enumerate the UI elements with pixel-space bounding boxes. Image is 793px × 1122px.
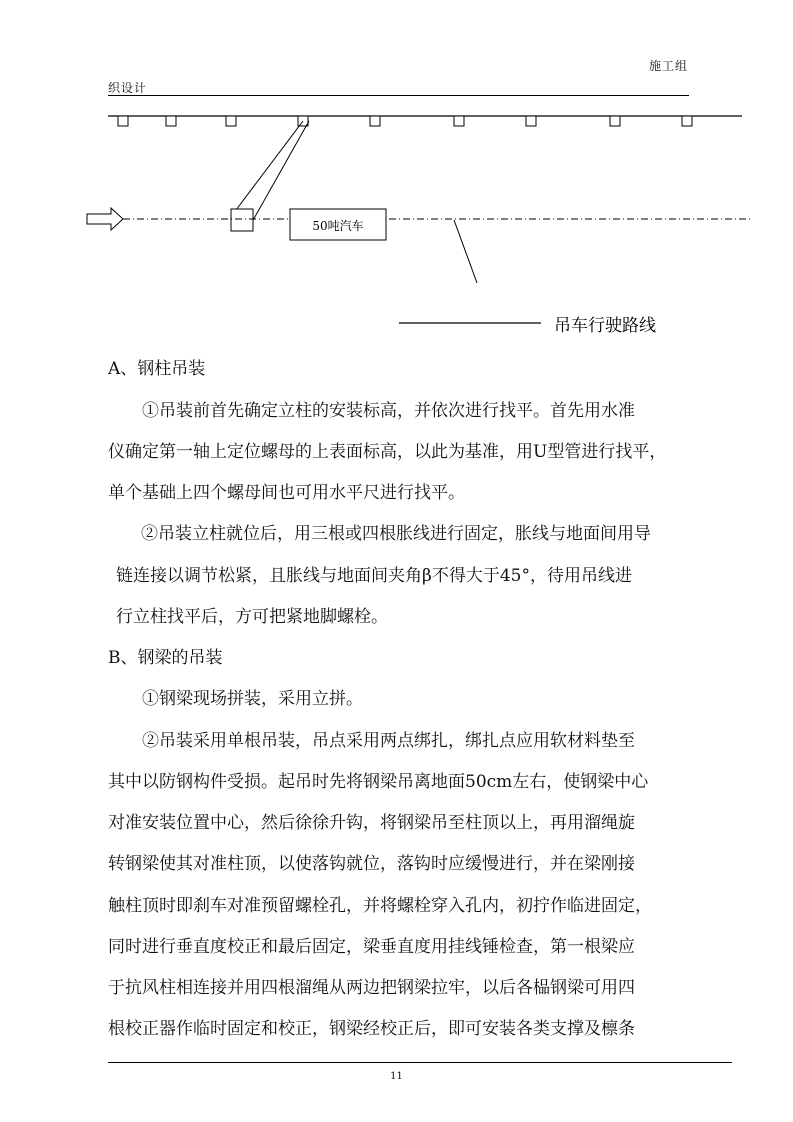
crane-boom-line	[252, 121, 309, 222]
direction-arrow-icon	[87, 208, 123, 230]
paragraph-line: 行立柱找平后，方可把紧地脚螺栓。	[116, 607, 388, 627]
paragraph-line: 根校正器作临时固定和校正，钢梁经校正后，即可安装各类支撑及檩条	[108, 1019, 635, 1039]
paragraph-line: 于抗风柱相连接并用四根溜绳从两边把钢梁拉牢，以后各榀钢梁可用四	[108, 978, 635, 998]
paragraph-line: ②吊装采用单根吊装，吊点采用两点绑扎，绑扎点应用软材料垫至	[142, 731, 635, 751]
paragraph-line: 链连接以调节松紧，且胀线与地面间夹角β不得大于45°，待用吊线进	[116, 566, 632, 586]
column-marker	[370, 116, 380, 126]
column-marker	[526, 116, 536, 126]
truck-label: 50吨汽车	[312, 219, 364, 233]
legend-label: 吊车行驶路线	[554, 316, 656, 336]
paragraph-line: 对准安装位置中心，然后徐徐升钩，将钢梁吊至柱顶以上，再用溜绳旋	[108, 813, 635, 833]
paragraph-line: ①吊装前首先确定立柱的安装标高，并依次进行找平。首先用水准	[142, 401, 635, 421]
paragraph-line: 触柱顶时即刹车对准预留螺栓孔，并将螺栓穿入孔内，初拧作临进固定，	[108, 896, 652, 916]
header-right-text: 施工组	[649, 59, 689, 73]
crane-boom-line	[236, 121, 303, 210]
column-marker	[166, 116, 176, 126]
column-marker	[226, 116, 236, 126]
leader-line	[454, 220, 477, 283]
paragraph-line: 其中以防钢构件受损。起吊时先将钢梁吊离地面50cm左右，使钢梁中心	[108, 772, 649, 792]
paragraph-line: 转钢梁使其对准柱顶，以使落钩就位，落钩时应缓慢进行，并在梁刚接	[108, 854, 635, 874]
paragraph-line: ①钢梁现场拼装，采用立拼。	[142, 689, 363, 709]
crane-route-diagram	[0, 105, 793, 345]
crane-box	[231, 209, 253, 231]
paragraph-line: 仪确定第一轴上定位螺母的上表面标高，以此为基准，用U型管进行找平，	[108, 442, 667, 462]
section-a-heading: A、钢柱吊装	[108, 359, 206, 379]
column-marker	[610, 116, 620, 126]
header-divider	[108, 95, 689, 96]
column-marker	[454, 116, 464, 126]
section-b-heading: B、钢梁的吊装	[108, 648, 223, 668]
paragraph-line: 同时进行垂直度校正和最后固定，梁垂直度用挂线锤检查，第一根梁应	[108, 937, 635, 957]
header-left-text: 织设计	[108, 81, 148, 95]
page-number: 11	[390, 1071, 403, 1082]
footer-divider	[108, 1062, 732, 1063]
paragraph-line: 单个基础上四个螺母间也可用水平尺进行找平。	[108, 483, 465, 503]
column-marker	[682, 116, 692, 126]
paragraph-line: ②吊装立柱就位后，用三根或四根胀线进行固定，胀线与地面间用导	[141, 524, 651, 544]
column-marker	[118, 116, 128, 126]
